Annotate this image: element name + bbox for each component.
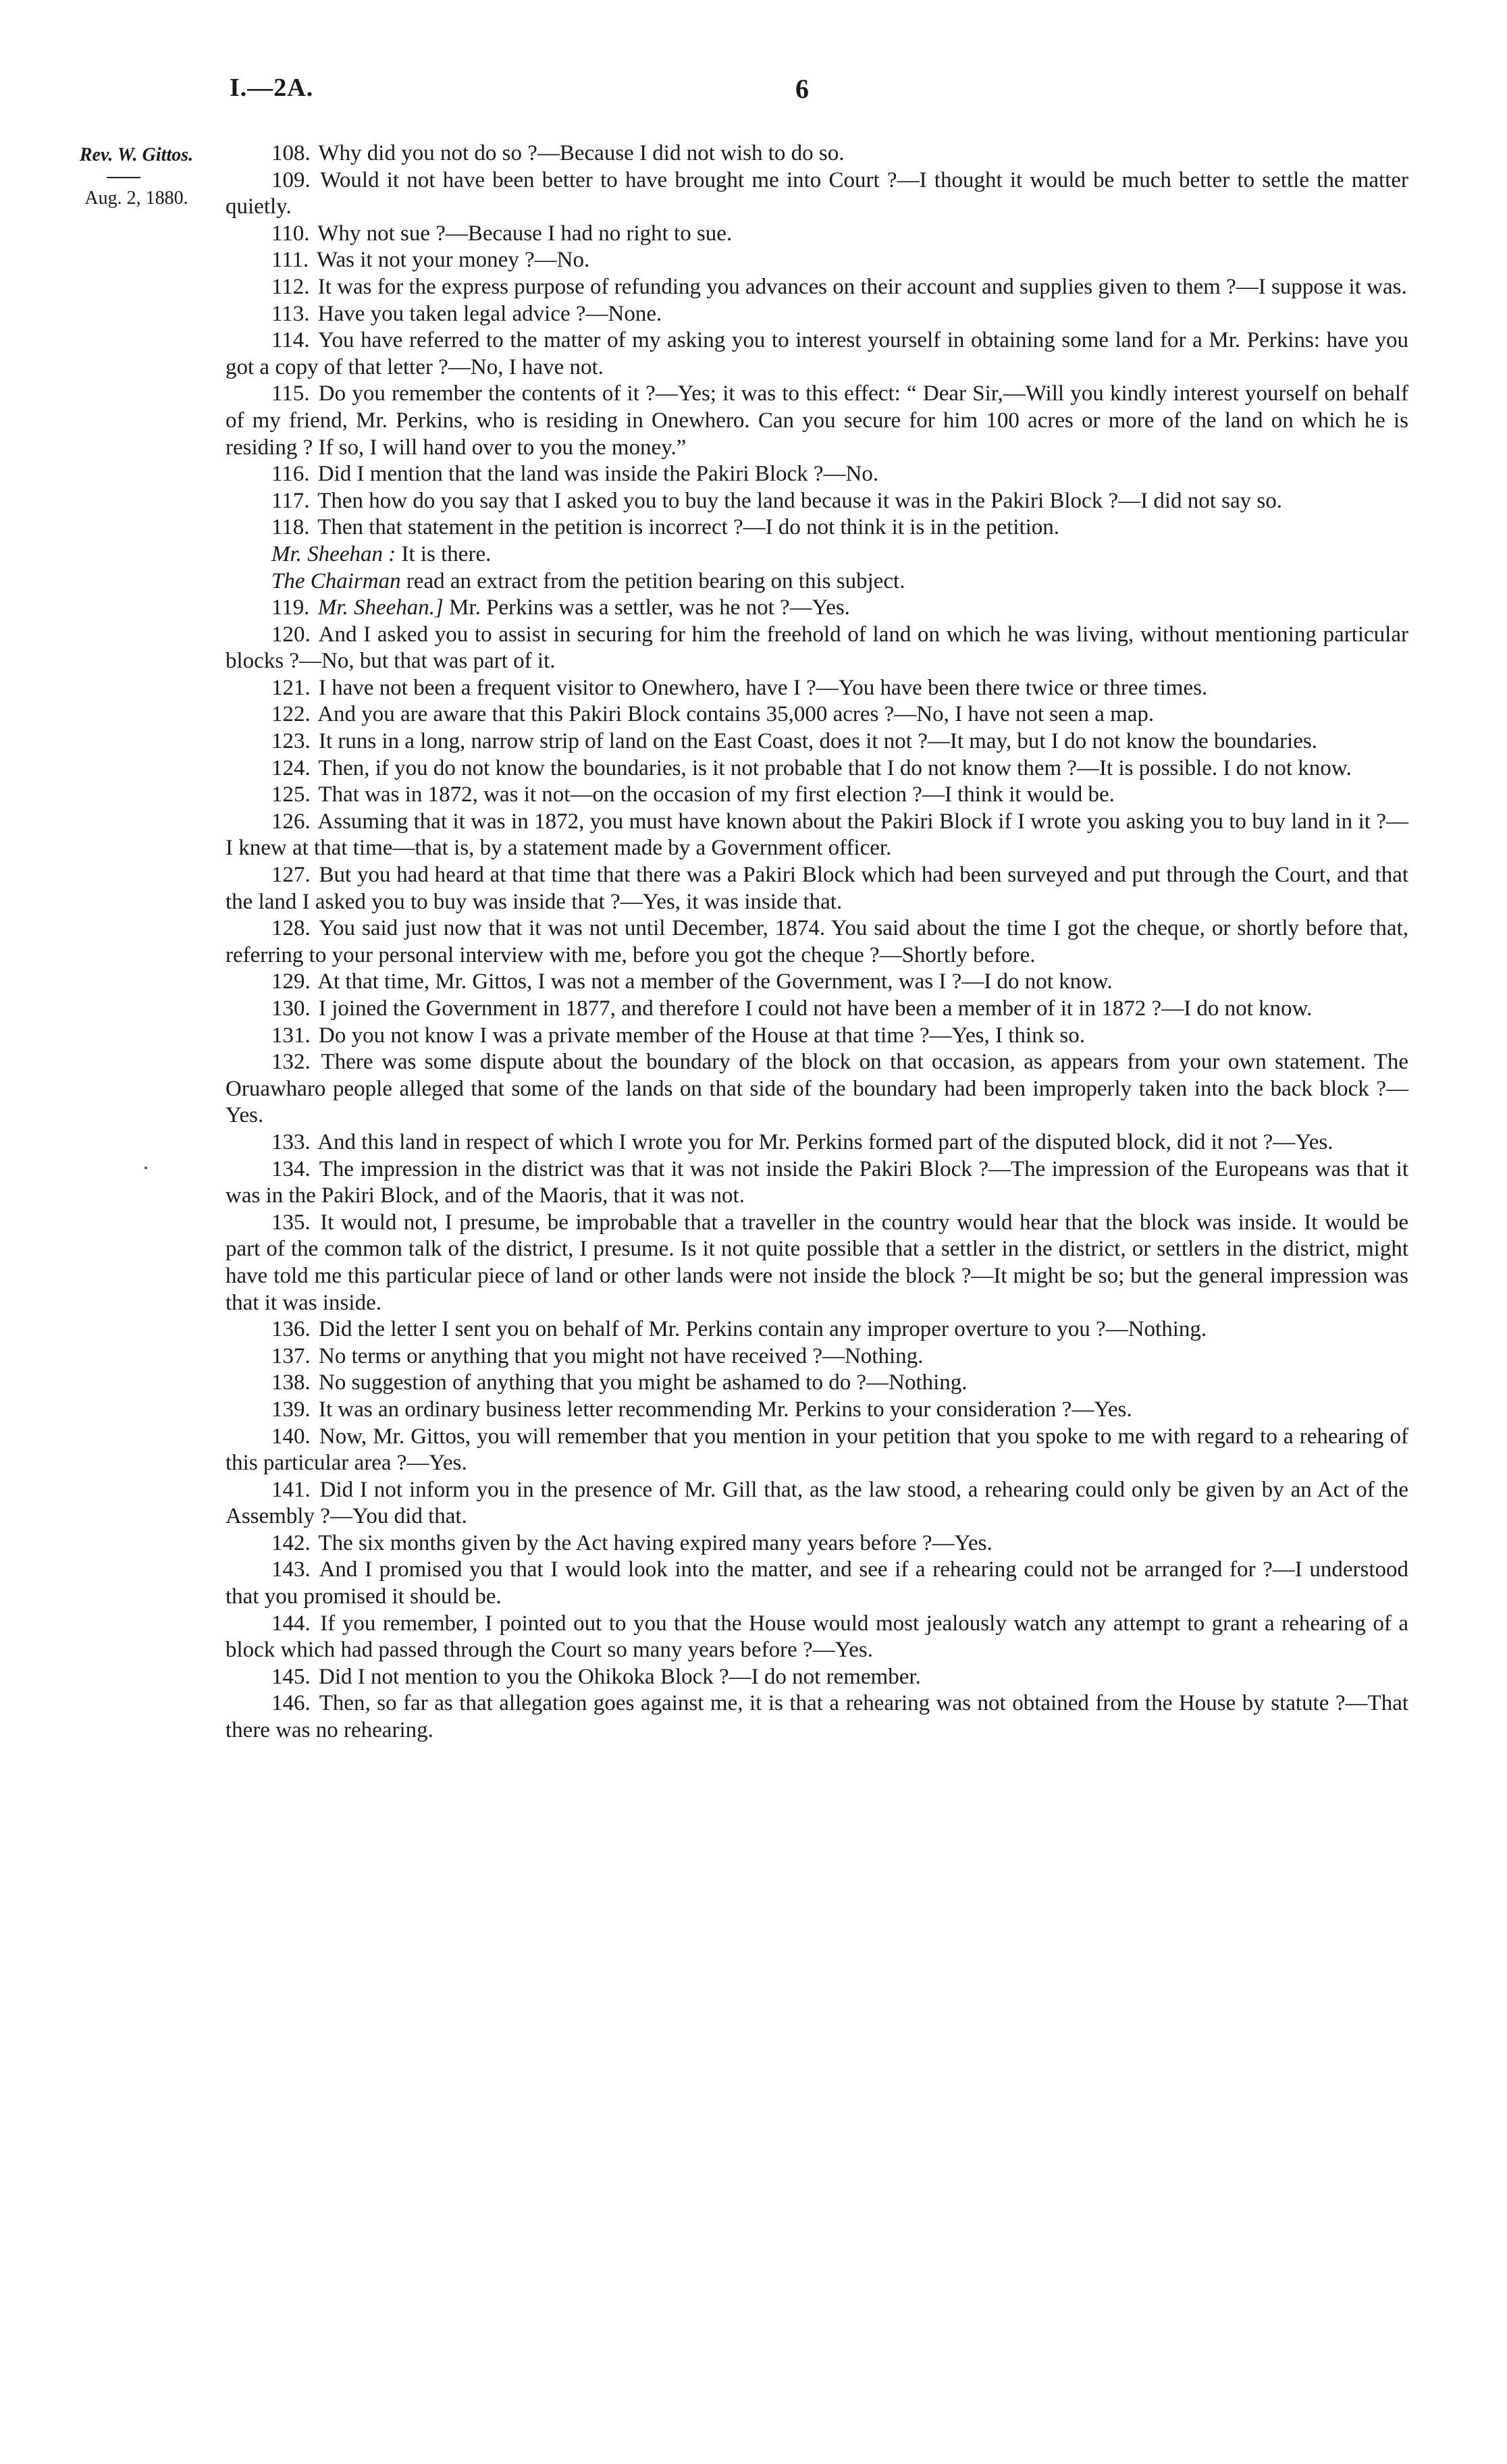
paragraph-text: It was for the express purpose of refunding you advances on their account and supplies given to them ?—I suppose it was. — [317, 274, 1407, 299]
paragraph-text: Did I not inform you in the presence of Mr. Gill that, as the law stood, a rehearing could only be given by an Act of the Assembly ?—You did that. — [226, 1477, 1408, 1529]
evidence-paragraph — [226, 381, 1408, 461]
paragraph-text: There was some dispute about the boundary of the block on that occasion, as appears from your own statement. The Oruawharo people alleged that some of the lands on that side of the boundary had been improperly taken into the back block ?—Yes. — [226, 1050, 1409, 1128]
evidence-paragraph — [226, 969, 1408, 996]
evidence-paragraph — [226, 809, 1408, 862]
paragraph-text: Was it not your money ?—No. — [316, 248, 590, 273]
evidence-paragraph — [226, 274, 1408, 301]
question-number: 109. — [271, 167, 311, 192]
evidence-paragraph — [226, 1316, 1408, 1343]
evidence-paragraph — [226, 862, 1408, 915]
question-number: 122. — [271, 702, 311, 727]
paragraph-text: It runs in a long, narrow strip of land on the East Coast, does it not ?—It may, but I do not know the boundaries. — [319, 729, 1317, 754]
evidence-paragraph — [226, 1023, 1408, 1050]
evidence-paragraph — [226, 996, 1408, 1023]
paragraph-text: That was in 1872, was it not—on the occasion of my first election ?—I think it would be. — [318, 782, 1115, 807]
paragraph-text: Mr. Perkins was a settler, was he not ?—Yes. — [449, 595, 850, 620]
evidence-paragraph — [226, 1210, 1408, 1316]
evidence-paragraph — [226, 701, 1408, 728]
paragraph-text: You said just now that it was not until December, 1874. You said about the time I got the cheque, or shortly before that, referring to your personal interview with me, before you got the cheque ?—Shortly before. — [226, 916, 1408, 967]
evidence-paragraph — [226, 327, 1408, 381]
paragraph-text: No suggestion of anything that you might be ashamed to do ?—Nothing. — [319, 1370, 968, 1395]
evidence-paragraph — [226, 728, 1408, 755]
paragraph-text: Do you not know I was a private member of the House at that time ?—Yes, I think so. — [319, 1023, 1085, 1048]
paragraph-text: Then that statement in the petition is incorrect ?—I do not think it is in the petition. — [317, 515, 1060, 540]
paragraph-text: The six months given by the Act having expired many years before ?—Yes. — [318, 1530, 993, 1555]
question-number: 131. — [271, 1023, 311, 1048]
question-number: 111. — [271, 248, 309, 273]
evidence-paragraph — [226, 1397, 1408, 1424]
evidence-paragraph — [226, 301, 1408, 328]
question-number: 121. — [271, 675, 311, 700]
question-number: 139. — [271, 1397, 311, 1422]
evidence-paragraph — [226, 915, 1408, 969]
evidence-paragraph — [226, 247, 1408, 274]
page-number: 6 — [795, 74, 809, 104]
paragraph-text: No terms or anything that you might not have received ?—Nothing. — [319, 1343, 924, 1368]
evidence-paragraph — [226, 167, 1408, 221]
speaker-name: Mr. Sheehan.] — [317, 595, 444, 620]
evidence-paragraph — [226, 514, 1408, 541]
evidence-paragraph — [226, 488, 1408, 515]
question-number: 117. — [271, 488, 310, 513]
question-number: 141. — [271, 1477, 311, 1502]
evidence-paragraph — [226, 1370, 1408, 1397]
paragraph-text: Then how do you say that I asked you to buy the land because it was in the Pakiri Block ?—I did not say so. — [317, 488, 1283, 513]
evidence-paragraph — [226, 1424, 1408, 1477]
question-number: 114. — [271, 328, 310, 353]
paragraph-text: Now, Mr. Gittos, you will remember that you mention in your petition that you spoke to me with regard to a rehearing of this particular area ?—Yes. — [226, 1424, 1409, 1476]
speaker-name: The Chairman — [271, 568, 401, 593]
paragraph-text: Would it not have been better to have brought me into Court ?—I thought it would be much better to settle the matter quietly. — [226, 167, 1409, 219]
paragraph-text: If you remember, I pointed out to you that the House would most jealously watch any attempt to grant a rehearing of a block which had passed through the Court so many years before ?—Yes. — [226, 1611, 1408, 1663]
question-number: 124. — [271, 755, 311, 780]
question-number: 128. — [271, 916, 311, 941]
evidence-paragraph — [226, 622, 1408, 675]
paragraph-text: Do you remember the contents of it ?—Yes; it was to this effect: “ Dear Sir,—Will you kindly interest yourself on behalf of my friend, Mr. Perkins, who is residing in Onewhero. Can you secure for him 100 acres or more of the land on which he is residing ? If so, I will hand over to you the money.” — [226, 381, 1409, 460]
question-number: 126. — [271, 809, 311, 834]
question-number: 140. — [271, 1424, 311, 1449]
sidenote-witness: Rev. W. Gittos. — [79, 144, 194, 165]
paragraph-text: And I asked you to assist in securing for him the freehold of land on which he was living, without mentioning particular blocks ?—No, but that was part of it. — [226, 622, 1408, 674]
paragraph-text: The impression in the district was that it was not inside the Pakiri Block ?—The impression of the Europeans was that it was in the Pakiri Block, and of the Maoris, that it was not. — [226, 1156, 1408, 1208]
paragraph-text: Did I mention that the land was inside the Pakiri Block ?—No. — [317, 462, 879, 487]
question-number: 127. — [271, 863, 311, 888]
question-number: 138. — [271, 1370, 311, 1395]
evidence-paragraph — [226, 140, 1408, 167]
question-number: 112. — [271, 274, 310, 299]
question-number: 132. — [271, 1050, 311, 1075]
paragraph-text: And you are aware that this Pakiri Block contains 35,000 acres ?—No, I have not seen a map. — [317, 702, 1155, 727]
scan-speck — [144, 1167, 147, 1169]
paragraph-text: Why not sue ?—Because I had no right to sue. — [317, 221, 733, 246]
question-number: 136. — [271, 1317, 311, 1342]
paragraph-text: At that time, Mr. Gittos, I was not a member of the Government, was I ?—I do not know. — [317, 969, 1113, 994]
paragraph-text: Why did you not do so ?—Because I did not wish to do so. — [318, 141, 845, 165]
sidenote-divider — [107, 177, 140, 178]
question-number: 142. — [271, 1530, 311, 1555]
evidence-paragraph — [226, 1156, 1408, 1210]
evidence-paragraph — [226, 568, 1408, 595]
question-number: 135. — [271, 1210, 311, 1235]
paragraph-text: But you had heard at that time that there was a Pakiri Block which had been surveyed and put through the Court, and that the land I asked you to buy was inside that ?—Yes, it was inside that. — [226, 863, 1409, 914]
evidence-paragraph — [226, 782, 1408, 809]
question-number: 119. — [271, 595, 310, 620]
evidence-paragraph — [226, 1477, 1408, 1530]
question-number: 116. — [271, 462, 310, 487]
evidence-paragraph — [226, 1129, 1408, 1156]
evidence-paragraph — [226, 675, 1408, 702]
evidence-paragraph — [226, 461, 1408, 488]
evidence-paragraph — [226, 1664, 1408, 1691]
question-number: 137. — [271, 1343, 311, 1368]
paragraph-text: Then, so far as that allegation goes against me, it is that a rehearing was not obtained from the House by statute ?—That there was no rehearing. — [226, 1691, 1409, 1743]
paragraph-text: Did I not mention to you the Ohikoka Block ?—I do not remember. — [319, 1664, 921, 1689]
question-number: 129. — [271, 969, 311, 994]
question-number: 134. — [271, 1156, 311, 1181]
paragraph-text: Then, if you do not know the boundaries, is it not probable that I do not know them ?—It is possible. I do not know. — [318, 755, 1352, 780]
evidence-paragraph — [226, 541, 1408, 568]
question-number: 145. — [271, 1664, 311, 1689]
speaker-name: Mr. Sheehan : — [271, 541, 396, 566]
question-number: 125. — [271, 782, 311, 807]
question-number: 113. — [271, 301, 310, 326]
evidence-paragraph — [226, 755, 1408, 782]
document-reference: I.—2A. — [230, 74, 314, 102]
question-number: 130. — [271, 996, 311, 1021]
evidence-paragraph — [226, 1611, 1408, 1664]
paragraph-text: Have you taken legal advice ?—None. — [317, 301, 662, 326]
paragraph-text: It is there. — [401, 541, 492, 566]
paragraph-text: I have not been a frequent visitor to Onewhero, have I ?—You have been there twice or three times. — [319, 675, 1208, 700]
question-number: 115. — [271, 381, 310, 406]
evidence-text — [226, 140, 1408, 1744]
question-number: 143. — [271, 1557, 311, 1582]
question-number: 146. — [271, 1691, 311, 1716]
paragraph-text: It would not, I presume, be improbable that a traveller in the country would hear that the block was inside. It would be part of the common talk of the district, I presume. Is it not quite possible that a settler in the district, or settlers in the district, might have told me this particular piece of land or other lands were not inside the block ?—It might be so; but the general impression was that it was inside. — [226, 1210, 1408, 1315]
question-number: 118. — [271, 515, 310, 540]
evidence-paragraph — [226, 1530, 1408, 1557]
evidence-paragraph — [226, 1690, 1408, 1744]
paragraph-text: Assuming that it was in 1872, you must have known about the Pakiri Block if I wrote you asking you to buy land in it ?—I knew at that time—that is, by a statement made by a Government officer. — [226, 809, 1408, 861]
paragraph-text: It was an ordinary business letter recommending Mr. Perkins to your consideration ?—Yes. — [319, 1397, 1132, 1422]
paragraph-text: You have referred to the matter of my asking you to interest yourself in obtaining some land for a Mr. Perkins: have you got a copy of that letter ?—No, I have not. — [226, 328, 1408, 379]
paragraph-text: And this land in respect of which I wrote you for Mr. Perkins formed part of the disputed block, did it not ?—Yes. — [317, 1129, 1333, 1154]
question-number: 108. — [271, 141, 311, 165]
question-number: 120. — [271, 622, 311, 647]
paragraph-text: And I promised you that I would look into the matter, and see if a rehearing could not be arranged for ?—I understood that you promised it should be. — [226, 1557, 1408, 1609]
evidence-paragraph — [226, 595, 1408, 622]
evidence-paragraph — [226, 221, 1408, 248]
question-number: 133. — [271, 1129, 311, 1154]
question-number: 123. — [271, 729, 311, 754]
question-number: 110. — [271, 221, 310, 246]
sidenote-date: Aug. 2, 1880. — [84, 188, 188, 209]
question-number: 144. — [271, 1611, 311, 1636]
paragraph-text: I joined the Government in 1877, and therefore I could not have been a member of it in 1872 ?—I do not know. — [319, 996, 1313, 1021]
evidence-paragraph — [226, 1049, 1408, 1129]
paragraph-text: Did the letter I sent you on behalf of Mr. Perkins contain any improper overture to you ?—Nothing. — [319, 1317, 1207, 1342]
paragraph-text: read an extract from the petition bearing on this subject. — [406, 568, 905, 593]
evidence-paragraph — [226, 1557, 1408, 1610]
evidence-paragraph — [226, 1343, 1408, 1370]
